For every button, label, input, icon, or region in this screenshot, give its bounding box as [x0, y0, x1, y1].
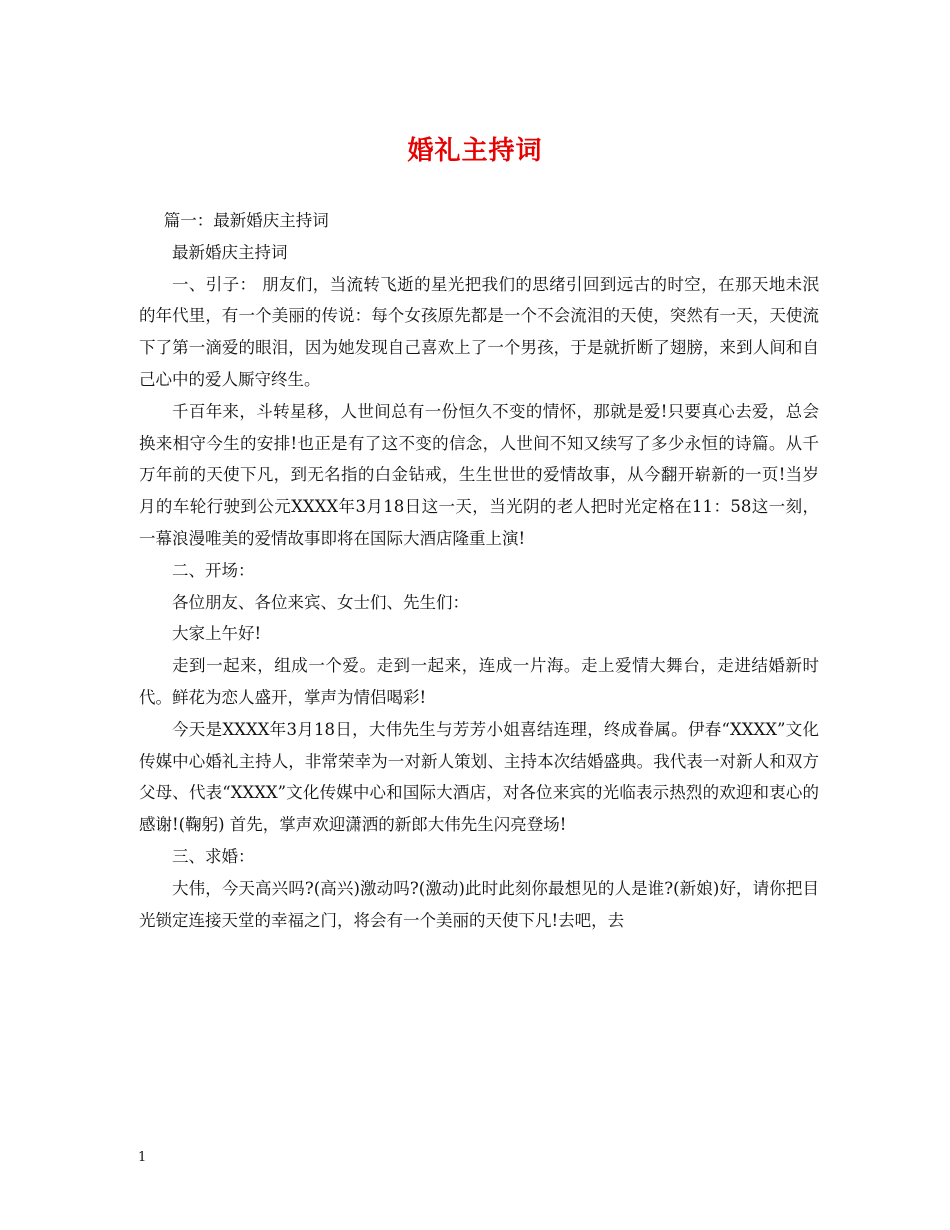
paragraph-section-heading: 篇一：最新婚庆主持词 [163, 211, 329, 230]
paragraph-announcement: 今天是XXXX年3月18日，大伟先生与芳芳小姐喜结连理，终成眷属。伊春“XXXX”文化传媒中心婚礼主持人，非常荣幸为一对新人策划、主持本次结婚盛典。我代表一对新人和双方父母、代表“XXXX”文化传媒中心和国际大酒店，对各位来宾的光临表示热烈的欢迎和衷心的感谢!(鞠躬) 首先，掌声欢迎潇洒的新郎大伟先生闪亮登场! [139, 719, 819, 835]
paragraph-greeting-morning: 大家上午好! [172, 624, 262, 644]
paragraph-proposal: 大伟，今天高兴吗?(高兴)激动吗?(激动)此时此刻你最想见的人是谁?(新娘)好，请你把目光锁定连接天堂的幸福之门，将会有一个美丽的天使下凡!去吧，去 [139, 878, 819, 930]
document-title: 婚礼主持词 [407, 136, 543, 166]
paragraph-opening-heading: 二、开场： [172, 560, 255, 580]
paragraph-subtitle: 最新婚庆主持词 [172, 242, 288, 262]
page-number: 1 [138, 1150, 147, 1165]
paragraph-greeting-guests: 各位朋友、各位来宾、女士们、先生们： [172, 592, 469, 612]
paragraph-proposal-heading: 三、求婚： [172, 846, 255, 866]
document-body [139, 205, 819, 936]
paragraph-poem: 走到一起来，组成一个爱。走到一起来，连成一片海。走上爱情大舞台，走进结婚新时代。鲜花为恋人盛开，掌声为情侣喝彩! [139, 656, 819, 707]
paragraph-story: 千百年来，斗转星移，人世间总有一份恒久不变的情怀，那就是爱!只要真心去爱，总会换来相守今生的安排!也正是有了这不变的信念，人世间不知又续写了多少永恒的诗篇。从千万年前的天使下凡，到无名指的白金钻戒，生生世世的爱情故事，从今翻开崭新的一页!当岁月的车轮行驶到公元XXXX年3月18日这一天，当光阴的老人把时光定格在11：58这一刻，一幕浪漫唯美的爱情故事即将在国际大酒店隆重上演! [139, 401, 819, 548]
paragraph-intro: 一、引子： 朋友们，当流转飞逝的星光把我们的思绪引回到远古的时空，在那天地未泯的年代里，有一个美丽的传说：每个女孩原先都是一个不会流泪的天使，突然有一天，天使流下了第一滴爱的眼泪，因为她发现自己喜欢上了一个男孩，于是就折断了翅膀，来到人间和自己心中的爱人厮守终生。 [139, 274, 819, 389]
